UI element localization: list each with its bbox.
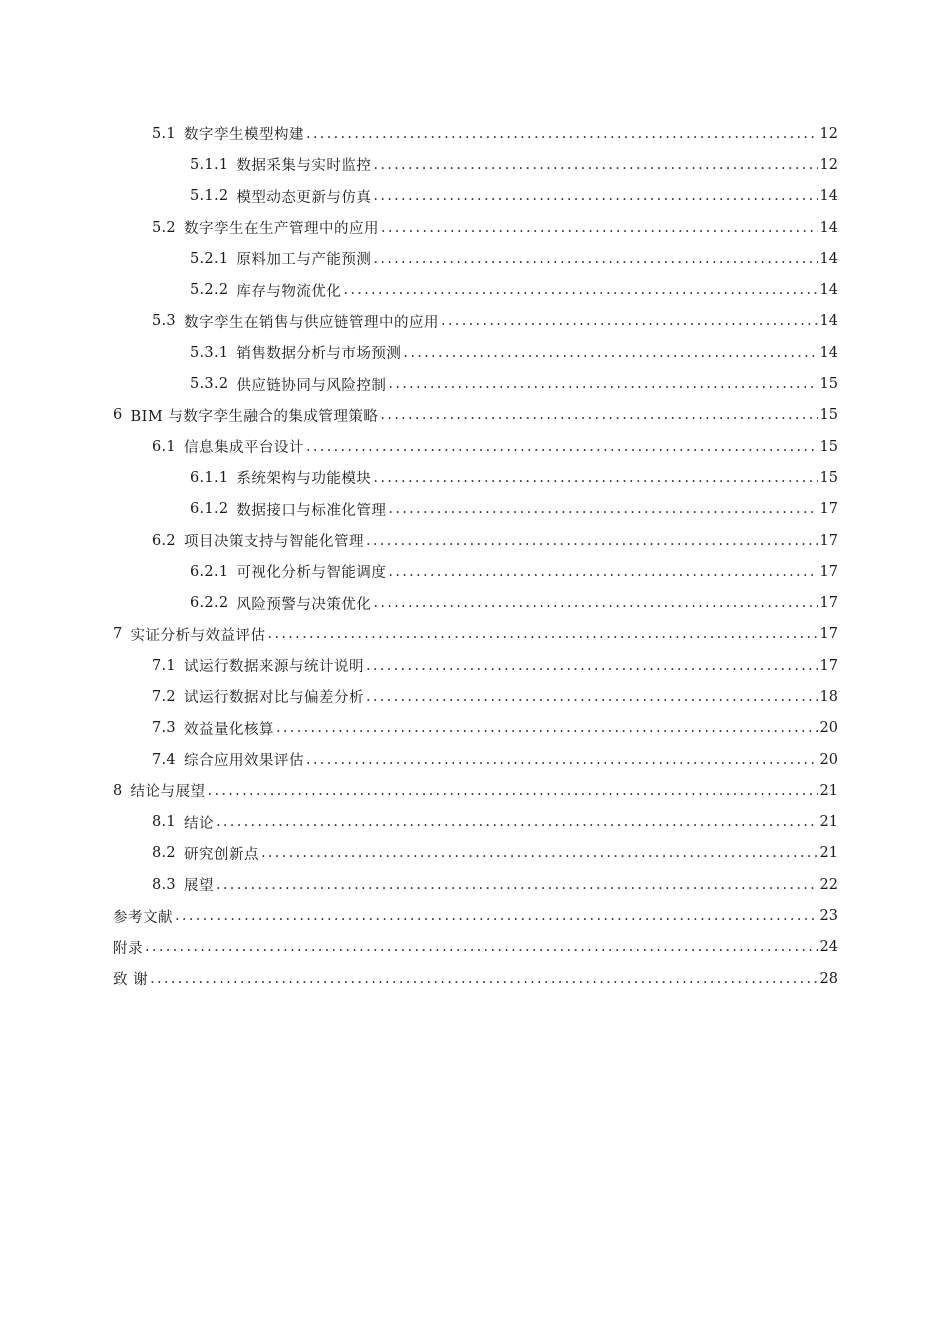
- toc-dot-leader: [373, 251, 817, 267]
- toc-entry[interactable]: [0, 900, 950, 931]
- toc-entry-number: 5.1.2: [190, 188, 229, 205]
- toc-dot-leader: [388, 501, 817, 517]
- toc-entry-title: 可视化分析与智能调度: [236, 565, 387, 582]
- toc-entry-page-number: 17: [819, 563, 838, 580]
- toc-entry-page-number: 17: [819, 626, 838, 643]
- toc-entry[interactable]: [0, 869, 950, 900]
- toc-dot-leader: [366, 658, 818, 674]
- toc-entry-title: 研究创新点: [183, 846, 259, 863]
- toc-entry[interactable]: [0, 619, 950, 650]
- toc-entry[interactable]: [0, 368, 950, 399]
- toc-entry[interactable]: [0, 681, 950, 712]
- toc-entry[interactable]: [0, 775, 950, 806]
- toc-entry-page-number: 22: [819, 876, 838, 893]
- toc-entry[interactable]: [0, 243, 950, 274]
- toc-entry-number: 6.1.1: [190, 469, 229, 486]
- toc-entry-title: 结论: [183, 815, 214, 832]
- toc-entry-page-number: 15: [819, 469, 838, 486]
- toc-entry-page-number: 24: [819, 939, 838, 956]
- toc-entry-title: 供应链协同与风险控制: [236, 377, 387, 394]
- toc-entry[interactable]: [0, 713, 950, 744]
- toc-entry-number: 6.2.1: [190, 563, 229, 580]
- toc-entry-number: 5.2.1: [190, 250, 229, 267]
- toc-entry-page-number: 15: [819, 438, 838, 455]
- toc-dot-leader: [381, 220, 818, 236]
- toc-entry[interactable]: [0, 400, 950, 431]
- toc-entry-page-number: 14: [819, 250, 838, 267]
- toc-dot-leader: [373, 595, 817, 611]
- toc-dot-leader: [216, 877, 818, 893]
- toc-entry-title: 系统架构与功能模块: [236, 471, 372, 488]
- toc-dot-leader: [373, 188, 817, 204]
- toc-entry-number: 6.2.2: [190, 595, 229, 612]
- toc-entry-number: 6: [113, 407, 123, 424]
- toc-entry[interactable]: [0, 525, 950, 556]
- toc-entry-title: 库存与物流优化: [236, 283, 342, 300]
- toc-entry-title: 风险预警与决策优化: [236, 596, 372, 613]
- toc-dot-leader: [208, 783, 818, 799]
- toc-entry-number: 5.1.1: [190, 156, 229, 173]
- toc-entry-number: 8.3: [152, 876, 176, 893]
- toc-entry-page-number: 14: [819, 313, 838, 330]
- toc-entry[interactable]: [0, 932, 950, 963]
- toc-dot-leader: [441, 313, 818, 329]
- toc-entry-title: 数据采集与实时监控: [236, 158, 372, 175]
- toc-entry-number: 7.1: [152, 657, 176, 674]
- toc-entry-title: 结论与展望: [130, 784, 206, 801]
- toc-dot-leader: [175, 908, 818, 924]
- toc-dot-leader: [380, 407, 817, 423]
- table-of-contents: [0, 118, 950, 994]
- toc-entry-number: 5.1: [152, 125, 176, 142]
- toc-entry-number: 7.3: [152, 720, 176, 737]
- toc-dot-leader: [306, 439, 818, 455]
- toc-entry-page-number: 17: [819, 657, 838, 674]
- toc-entry-number: 5.2: [152, 219, 176, 236]
- toc-entry[interactable]: [0, 963, 950, 994]
- toc-entry[interactable]: [0, 431, 950, 462]
- toc-dot-leader: [216, 814, 818, 830]
- toc-dot-leader: [373, 157, 817, 173]
- toc-entry-page-number: 14: [819, 219, 838, 236]
- toc-entry-number: 5.3.2: [190, 376, 229, 393]
- toc-entry-title: 数字孪生模型构建: [183, 127, 304, 144]
- toc-entry-title: 模型动态更新与仿真: [236, 189, 372, 206]
- toc-dot-leader: [366, 689, 818, 705]
- toc-entry-title: 效益量化核算: [183, 721, 274, 738]
- toc-entry-page-number: 21: [819, 814, 838, 831]
- toc-entry[interactable]: [0, 212, 950, 243]
- toc-entry-number: 5.3.1: [190, 344, 229, 361]
- toc-entry-page-number: 18: [819, 688, 838, 705]
- toc-dot-leader: [403, 345, 817, 361]
- toc-entry-number: 8: [113, 782, 123, 799]
- toc-entry-page-number: 21: [819, 845, 838, 862]
- toc-dot-leader: [150, 971, 817, 987]
- toc-entry[interactable]: [0, 274, 950, 305]
- toc-entry-page-number: 15: [819, 376, 838, 393]
- toc-entry-title: 数字孪生在生产管理中的应用: [183, 221, 379, 238]
- toc-dot-leader: [145, 939, 818, 955]
- toc-entry-title: 项目决策支持与智能化管理: [183, 534, 364, 550]
- toc-dot-leader: [306, 126, 818, 142]
- toc-entry-page-number: 20: [819, 720, 838, 737]
- toc-dot-leader: [366, 533, 818, 549]
- toc-entry-page-number: 14: [819, 282, 838, 299]
- toc-entry-number: 5.3: [152, 313, 176, 330]
- toc-entry-page-number: 17: [819, 532, 838, 549]
- toc-entry[interactable]: [0, 587, 950, 618]
- toc-entry-title: 试运行数据对比与偏差分析: [183, 690, 364, 707]
- toc-entry[interactable]: [0, 556, 950, 587]
- toc-entry-title: 参考文献: [113, 909, 173, 926]
- toc-entry-page-number: 21: [819, 782, 838, 799]
- toc-entry[interactable]: [0, 494, 950, 525]
- toc-entry-title: 实证分析与效益评估: [130, 627, 266, 644]
- toc-entry-page-number: 14: [819, 344, 838, 361]
- toc-entry-page-number: 17: [819, 501, 838, 518]
- toc-dot-leader: [343, 282, 817, 298]
- toc-entry[interactable]: [0, 149, 950, 180]
- toc-entry-number: 8.1: [152, 814, 176, 831]
- toc-dot-leader: [268, 626, 818, 642]
- toc-dot-leader: [388, 376, 817, 392]
- toc-entry-title: 数据接口与标准化管理: [236, 502, 387, 519]
- toc-entry-page-number: 12: [819, 125, 838, 142]
- toc-entry-title: 数字孪生在销售与供应链管理中的应用: [183, 314, 439, 331]
- toc-entry-number: 5.2.2: [190, 282, 229, 299]
- toc-dot-leader: [373, 470, 817, 486]
- toc-entry[interactable]: [0, 337, 950, 368]
- toc-entry[interactable]: [0, 306, 950, 337]
- toc-entry-title: BIM 与数字孪生融合的集成管理策略: [130, 408, 379, 425]
- toc-entry-number: 7.4: [152, 751, 176, 768]
- toc-entry-title: 附录: [113, 940, 143, 957]
- toc-entry-title: 致 谢: [113, 972, 149, 989]
- toc-entry-title: 销售数据分析与市场预测: [236, 346, 402, 363]
- toc-entry-title: 原料加工与产能预测: [236, 252, 372, 269]
- toc-dot-leader: [261, 845, 818, 861]
- toc-entry[interactable]: [0, 462, 950, 493]
- toc-entry-title: 试运行数据来源与统计说明: [183, 659, 364, 676]
- toc-entry-page-number: 20: [819, 751, 838, 768]
- toc-entry-page-number: 23: [819, 908, 838, 925]
- toc-entry-page-number: 14: [819, 188, 838, 205]
- toc-entry[interactable]: [0, 744, 950, 775]
- toc-entry-number: 6.2: [152, 532, 176, 549]
- toc-entry-number: 7.2: [152, 688, 176, 705]
- toc-entry-title: 展望: [183, 878, 214, 895]
- toc-dot-leader: [306, 752, 818, 768]
- toc-entry[interactable]: [0, 118, 950, 149]
- toc-entry-title: 综合应用效果评估: [183, 753, 304, 770]
- toc-entry[interactable]: [0, 181, 950, 212]
- toc-dot-leader: [276, 720, 818, 736]
- toc-entry-title: 信息集成平台设计: [183, 440, 304, 457]
- toc-entry-number: 6.1: [152, 438, 176, 455]
- toc-entry[interactable]: [0, 650, 950, 681]
- toc-entry[interactable]: [0, 838, 950, 869]
- toc-entry-page-number: 15: [819, 407, 838, 424]
- toc-entry-page-number: 17: [819, 595, 838, 612]
- toc-entry-number: 8.2: [152, 845, 176, 862]
- toc-dot-leader: [388, 564, 817, 580]
- toc-entry-page-number: 28: [819, 970, 838, 987]
- toc-entry[interactable]: [0, 807, 950, 838]
- toc-entry-number: 6.1.2: [190, 501, 229, 518]
- toc-entry-number: 7: [113, 626, 123, 643]
- toc-entry-page-number: 12: [819, 156, 838, 173]
